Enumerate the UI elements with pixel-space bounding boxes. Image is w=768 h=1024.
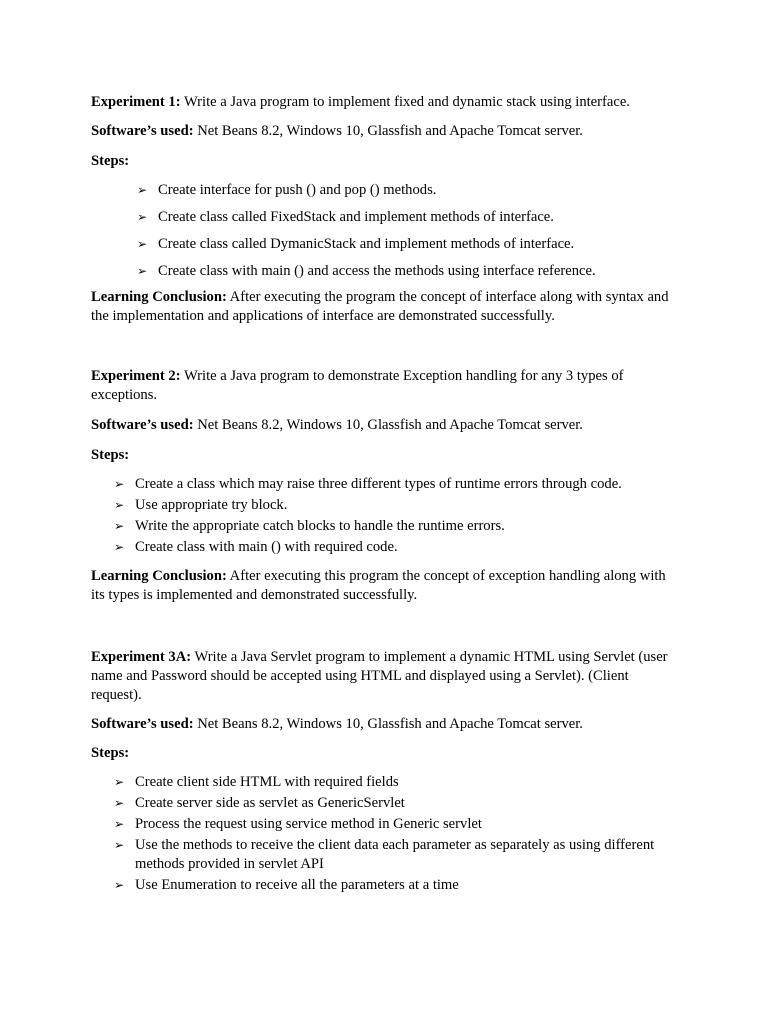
experiment-2-conclusion-text: After executing this program the concept of exception handling along with its types is implemented and demonstrated successfully. — [91, 568, 666, 603]
arrow-bullet-icon: ➢ — [114, 878, 125, 892]
list-item — [137, 235, 691, 254]
experiment-1-steps-list — [91, 181, 691, 281]
list-item — [114, 876, 691, 895]
step-text: Use appropriate try block. — [135, 497, 288, 513]
step-text: Create class with main () with required code. — [135, 539, 398, 555]
experiment-2-steps-heading: Steps: — [91, 447, 130, 463]
arrow-bullet-icon: ➢ — [137, 210, 148, 224]
experiment-2-software — [91, 416, 691, 435]
experiment-1-software-text: Net Beans 8.2, Windows 10, Glassfish and Apache Tomcat server. — [193, 123, 583, 139]
list-item — [114, 517, 691, 536]
experiment-1-software-label: Software’s used: — [91, 123, 194, 139]
experiment-3a-steps-heading: Steps: — [91, 745, 130, 761]
experiment-3a-software — [91, 715, 691, 734]
experiment-1-title-text: Write a Java program to implement fixed and dynamic stack using interface. — [180, 94, 630, 110]
experiment-3a-steps-list — [91, 773, 691, 895]
experiment-2-title — [91, 367, 676, 405]
experiment-3a-section — [91, 648, 691, 897]
step-text: Process the request using service method in Generic servlet — [135, 816, 482, 832]
step-text: Use the methods to receive the client data each parameter as separately as using different methods provided in servlet API — [135, 837, 655, 872]
arrow-bullet-icon: ➢ — [114, 540, 125, 554]
experiment-2-conclusion — [91, 567, 676, 605]
step-text: Create client side HTML with required fields — [135, 774, 399, 790]
list-item — [114, 815, 691, 834]
step-text: Create class with main () and access the methods using interface reference. — [158, 263, 596, 279]
arrow-bullet-icon: ➢ — [114, 775, 125, 789]
list-item — [114, 773, 691, 792]
experiment-1-conclusion-label: Learning Conclusion: — [91, 289, 227, 305]
experiment-2-software-text: Net Beans 8.2, Windows 10, Glassfish and Apache Tomcat server. — [193, 417, 583, 433]
experiment-1-title — [91, 93, 691, 112]
experiment-3a-software-label: Software’s used: — [91, 716, 194, 732]
step-text: Create class called FixedStack and implement methods of interface. — [158, 209, 554, 225]
experiment-1-software — [91, 122, 691, 141]
arrow-bullet-icon: ➢ — [114, 796, 125, 810]
arrow-bullet-icon: ➢ — [114, 817, 125, 831]
experiment-1-label: Experiment 1: — [91, 94, 181, 110]
list-item — [114, 836, 680, 874]
list-item — [114, 475, 691, 494]
arrow-bullet-icon: ➢ — [137, 237, 148, 251]
arrow-bullet-icon: ➢ — [114, 519, 125, 533]
step-text: Write the appropriate catch blocks to handle the runtime errors. — [135, 518, 505, 534]
experiment-2-conclusion-label: Learning Conclusion: — [91, 568, 227, 584]
experiment-3a-label: Experiment 3A: — [91, 649, 192, 665]
experiment-1-conclusion-text: After executing the program the concept of interface along with syntax and the implementation and applications of interface are demonstrated successfully. — [91, 289, 669, 324]
list-item — [137, 262, 691, 281]
experiment-1-steps-heading: Steps: — [91, 153, 130, 169]
experiment-1-section — [91, 93, 691, 326]
arrow-bullet-icon: ➢ — [114, 838, 125, 852]
experiment-3a-title — [91, 648, 676, 705]
experiment-2-steps-list — [91, 475, 691, 557]
step-text: Create server side as servlet as GenericServlet — [135, 795, 405, 811]
step-text: Create a class which may raise three different types of runtime errors through code. — [135, 476, 622, 492]
experiment-2-software-label: Software’s used: — [91, 417, 194, 433]
experiment-2-title-text: Write a Java program to demonstrate Exception handling for any 3 types of exceptions. — [91, 368, 624, 403]
experiment-2-label: Experiment 2: — [91, 368, 181, 384]
list-item — [137, 208, 691, 227]
list-item — [114, 496, 691, 515]
list-item — [114, 538, 691, 557]
list-item — [114, 794, 691, 813]
list-item — [137, 181, 691, 200]
step-text: Create class called DymanicStack and implement methods of interface. — [158, 236, 575, 252]
step-text: Use Enumeration to receive all the parameters at a time — [135, 877, 459, 893]
experiment-3a-software-text: Net Beans 8.2, Windows 10, Glassfish and Apache Tomcat server. — [193, 716, 583, 732]
arrow-bullet-icon: ➢ — [137, 264, 148, 278]
step-text: Create interface for push () and pop () methods. — [158, 182, 437, 198]
experiment-2-section — [91, 367, 691, 605]
experiment-1-conclusion — [91, 288, 676, 326]
experiment-3a-title-text: Write a Java Servlet program to implement a dynamic HTML using Servlet (user name and Password should be accepted using HTML and displayed using a Servlet). (Client request). — [91, 649, 668, 703]
arrow-bullet-icon: ➢ — [137, 183, 148, 197]
arrow-bullet-icon: ➢ — [114, 498, 125, 512]
arrow-bullet-icon: ➢ — [114, 477, 125, 491]
